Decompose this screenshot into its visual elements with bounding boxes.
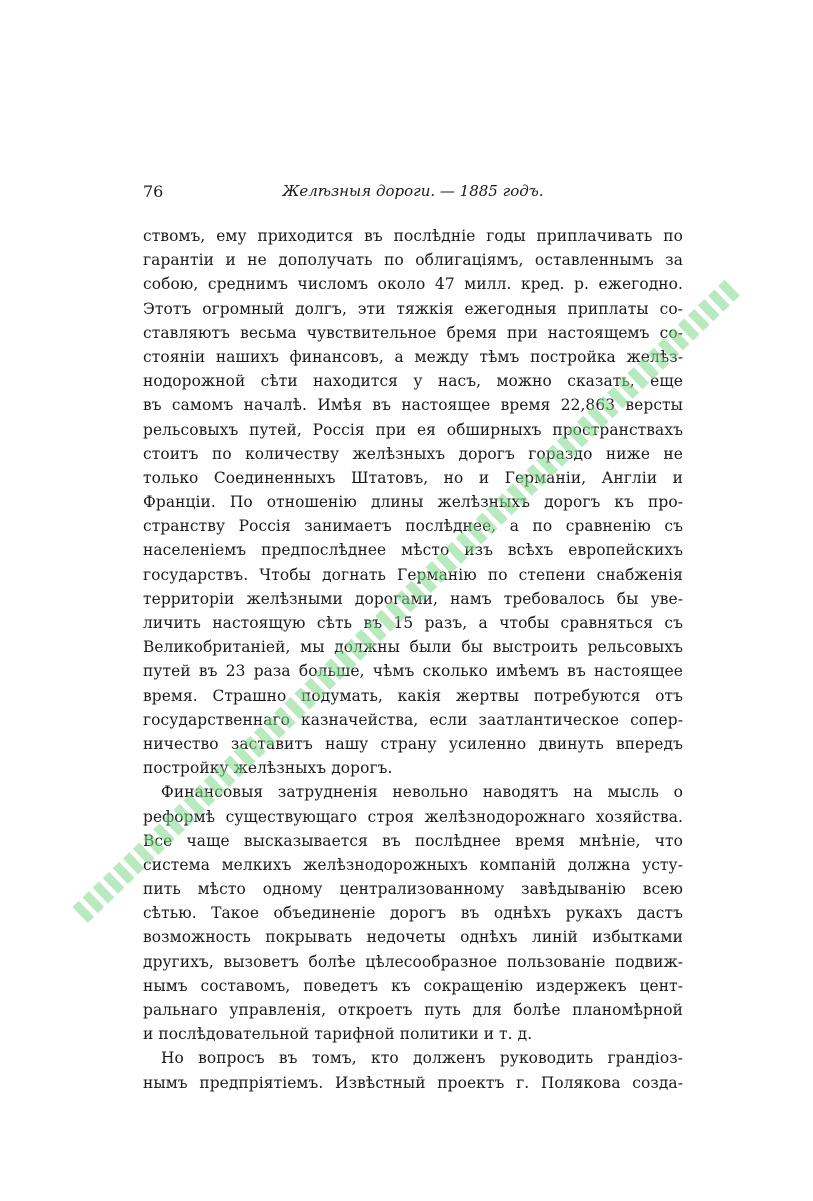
text-line: ральнаго управленія, откроетъ путь для болѣе планомѣрной xyxy=(143,1001,683,1019)
page-header xyxy=(143,182,683,204)
text-line: только Соединенныхъ Штатовъ, но и Германіи, Англіи и xyxy=(143,468,683,487)
text-line: стоитъ по количеству желѣзныхъ дорогъ гораздо ниже не xyxy=(143,444,683,463)
paragraph-start-line: Но вопросъ въ томъ, кто долженъ руководить грандіоз- xyxy=(161,1049,683,1068)
running-title: Желѣзныя дороги. — 1885 годъ. xyxy=(282,182,544,200)
text-line: стояніи нашихъ финансовъ, а между тѣмъ постройка желѣз- xyxy=(143,347,683,366)
paragraph-start-line: Финансовыя затрудненія невольно наводятъ на мысль о xyxy=(161,783,683,802)
text-line: гарантіи и не дополучать по облигаціямъ, оставленнымъ за xyxy=(143,251,683,270)
text-line: пить мѣсто одному централизованному завѣдыванію всею xyxy=(143,880,683,899)
text-line: Франціи. По отношенію длины желѣзныхъ дорогъ къ про- xyxy=(143,493,683,512)
text-line: въ самомъ началѣ. Имѣя въ настоящее время 22,863 версты xyxy=(143,396,683,415)
text-line: Великобританіей, мы должны были бы выстроить рельсовыхъ xyxy=(143,638,683,657)
page-number: 76 xyxy=(143,182,164,201)
text-line: собою, среднимъ числомъ около 47 милл. кред. р. ежегодно. xyxy=(143,275,683,294)
text-line: странству Россія занимаетъ послѣднее, а по сравненію съ xyxy=(143,517,683,536)
text-line: реформѣ существующаго строя желѣзнодорожнаго хозяйства. xyxy=(143,807,683,826)
text-line: Этотъ огромный долгъ, эти тяжкія ежегодныя приплаты со- xyxy=(143,299,683,318)
text-line: государственнаго казначейства, если заатлантическое сопер- xyxy=(143,710,683,729)
text-line: ставляютъ весьма чувствительное бремя при настоящемъ со- xyxy=(143,323,683,342)
paragraph-end-line: и послѣдовательной тарифной политики и т. д. xyxy=(143,1025,533,1044)
text-line: другихъ, вызоветъ болѣе цѣлесообразное пользованіе подвиж- xyxy=(143,952,683,971)
text-line: путей въ 23 раза больше, чѣмъ сколько имѣемъ въ настоящее xyxy=(143,662,683,681)
text-line: система мелкихъ желѣзнодорожныхъ компаній должна усту- xyxy=(143,855,683,874)
text-line: населеніемъ предпослѣднее мѣсто изъ всѣхъ европейскихъ xyxy=(143,541,683,560)
text-line: время. Страшно подумать, какія жертвы потребуются отъ xyxy=(143,686,683,705)
text-line: нодорожной сѣти находится у насъ, можно сказать, еще xyxy=(143,372,683,391)
paragraph-end-line: постройку желѣзныхъ дорогъ. xyxy=(143,759,393,778)
text-line: рельсовыхъ путей, Россія при ея обширныхъ пространствахъ xyxy=(143,420,683,439)
text-line: государствъ. Чтобы догнать Германію по степени снабженія xyxy=(143,565,683,584)
text-line: сѣтью. Такое объединеніе дорогъ въ однѣхъ рукахъ дастъ xyxy=(143,904,683,923)
text-line: нымъ составомъ, поведетъ къ сокращенію издержекъ цент- xyxy=(143,976,683,995)
text-line: ничество заставитъ нашу страну усиленно двинуть впередъ xyxy=(143,734,683,753)
text-line: возможность покрывать недочеты однѣхъ линій избытками xyxy=(143,928,683,947)
text-line: территоріи желѣзными дорогами, намъ требовалось бы уве- xyxy=(143,589,683,608)
text-line: личить настоящую сѣть въ 15 разъ, а чтобы сравняться съ xyxy=(143,614,683,632)
body-text xyxy=(143,224,683,1095)
text-line: ствомъ, ему приходится въ послѣдніе годы приплачивать по xyxy=(143,227,683,245)
text-line: Все чаще высказывается въ послѣднее время мнѣніе, что xyxy=(143,831,683,850)
text-line: нымъ предпріятіемъ. Извѣстный проектъ г. Полякова созда- xyxy=(143,1073,683,1092)
